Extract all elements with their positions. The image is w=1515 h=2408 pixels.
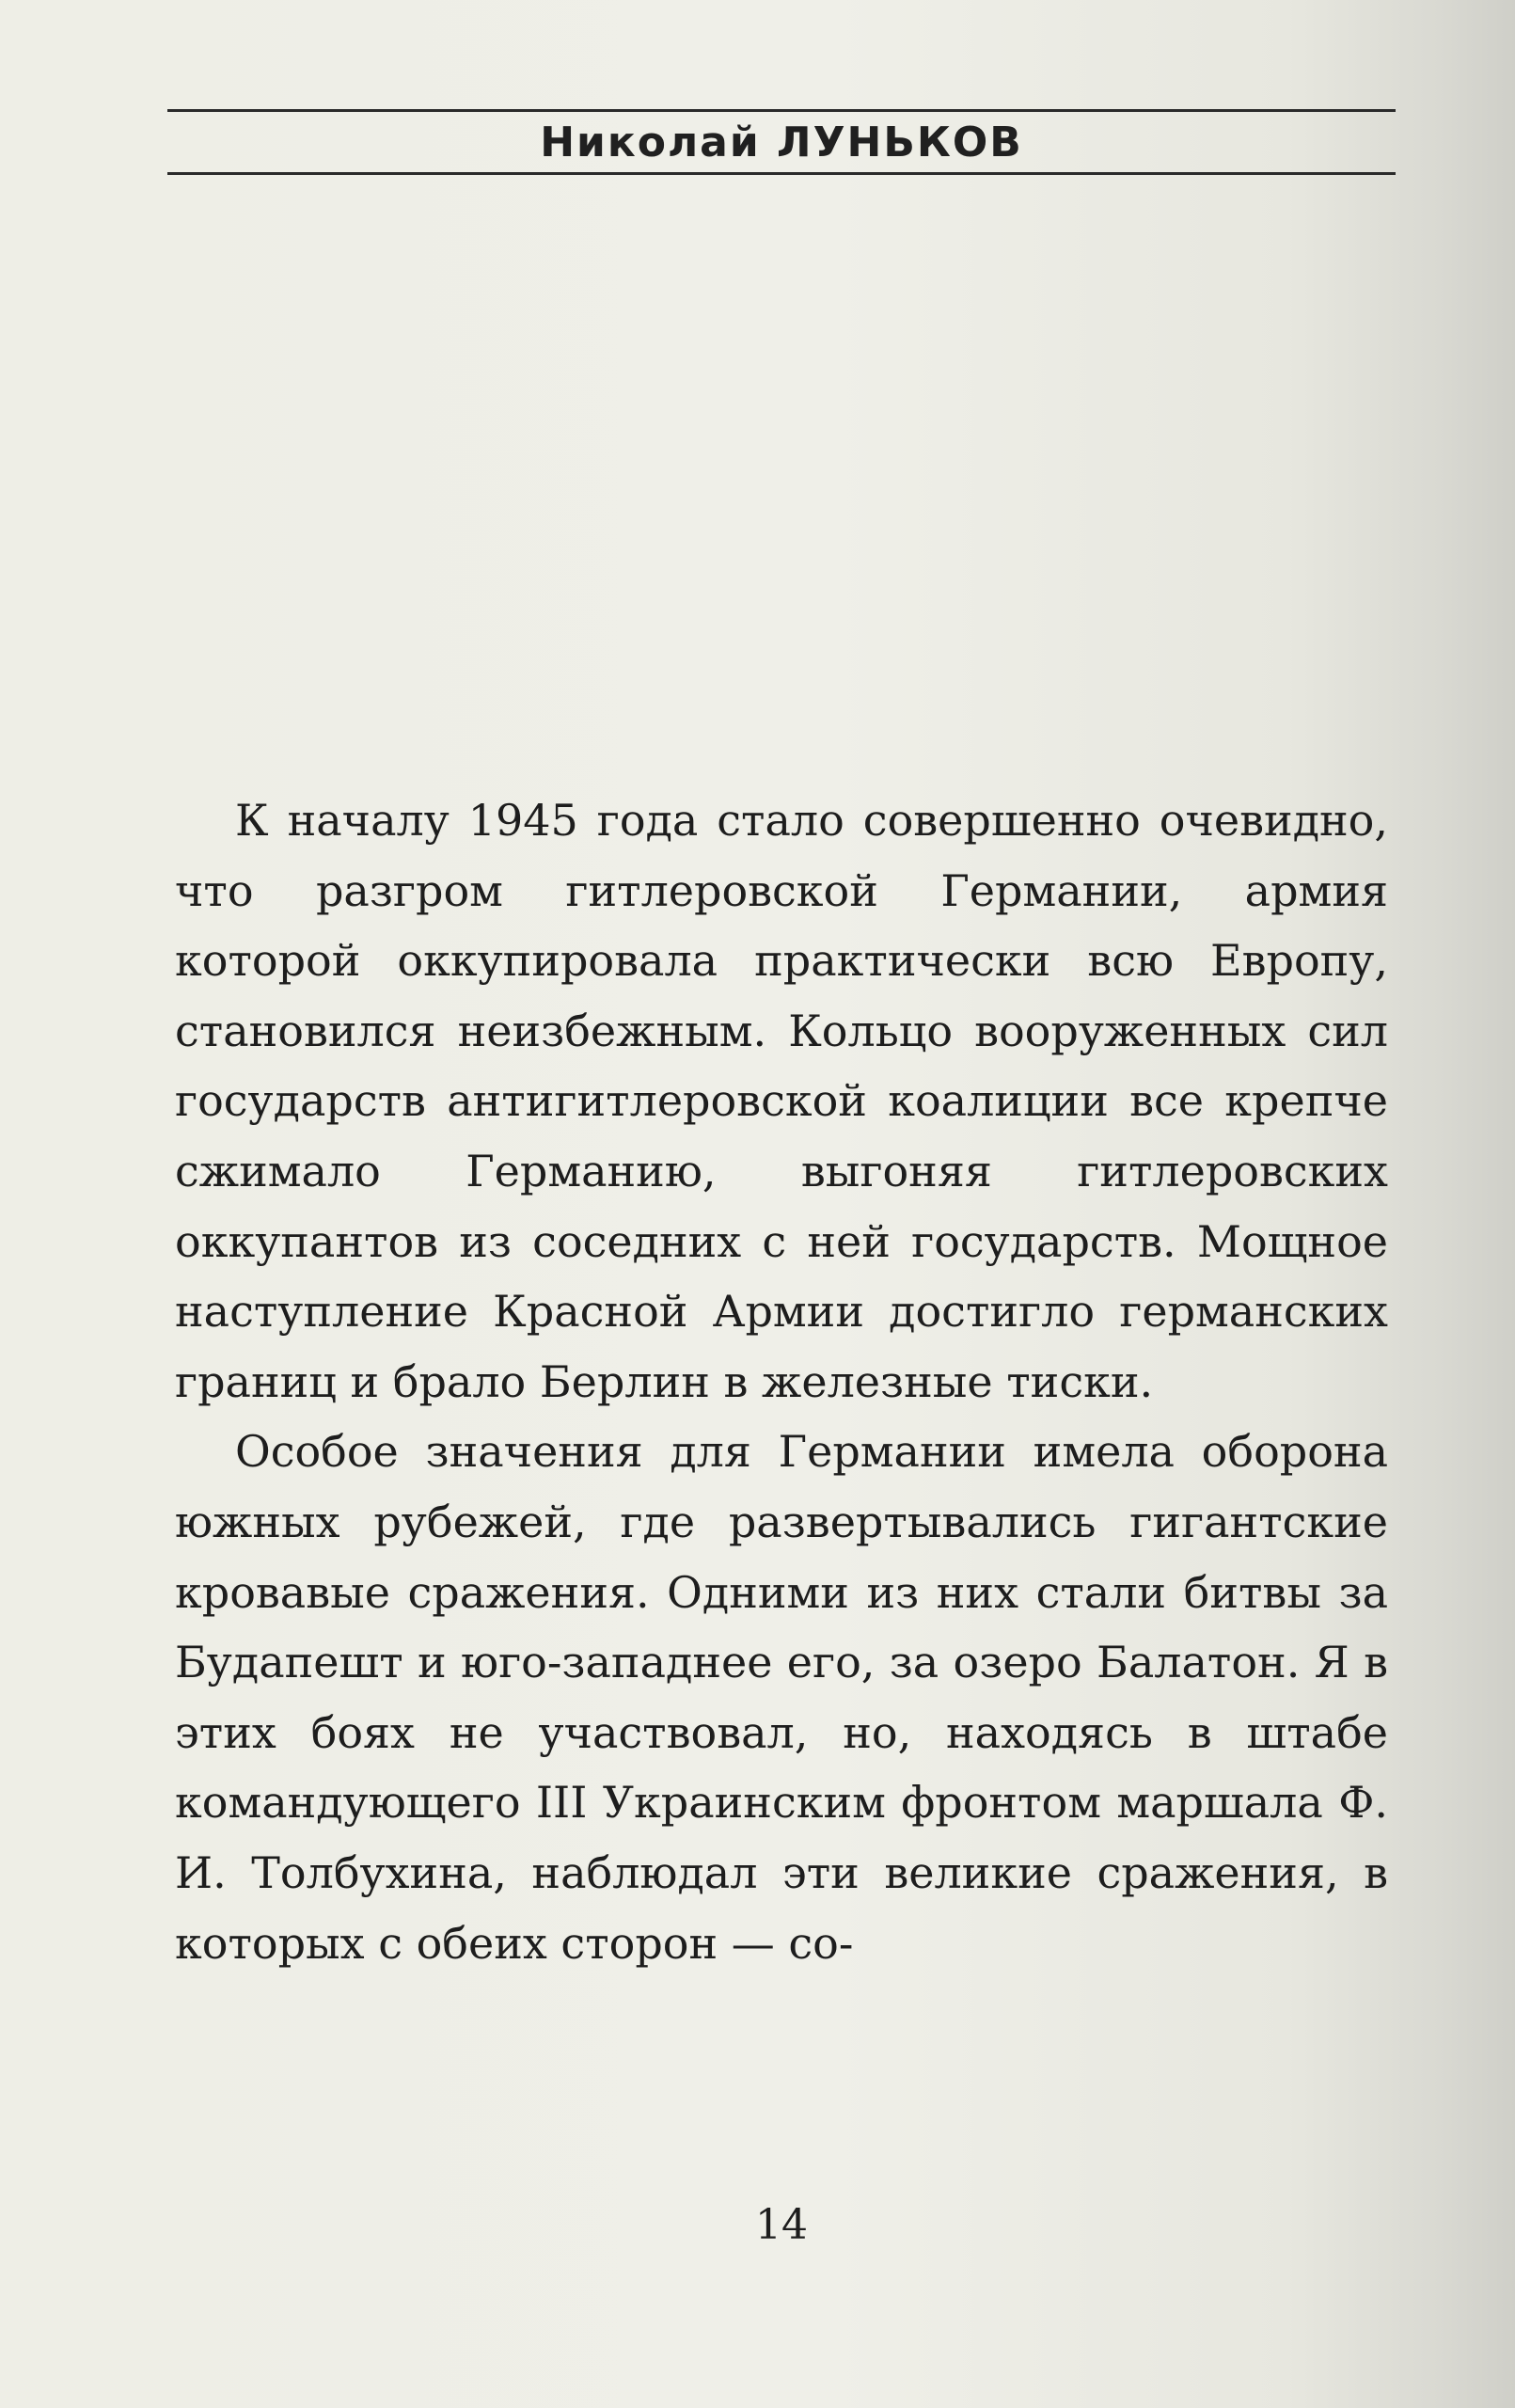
header-rule-top: [167, 109, 1396, 112]
page-number: 14: [755, 2201, 808, 2249]
running-head: [167, 117, 1396, 169]
paragraph-2: Особое значения для Германии имела оборона южных рубежей, где развертывались гигантские кровавые сражения. Одними из них стали битвы за Будапешт и юго-западнее его, за озеро Балатон. Я в этих боях не участвовал, но, находясь в штабе командующего III Украинским фронтом маршала Ф. И. Толбухина, наблюдал эти великие сражения, в которых с обеих сторон — со-: [175, 1426, 1388, 1969]
author-last-name: ЛУНЬКОВ: [777, 119, 1023, 166]
body-text: [175, 785, 1388, 1978]
header-rule-bottom: [167, 172, 1396, 175]
paragraph-1: К началу 1945 года стало совершенно очевидно, что разгром гитлеровской Германии, армия которой оккупировала практически всю Европу, становился неизбежным. Кольцо вооруженных сил государств антигитлеровской коалиции все крепче сжимало Германию, выгоняя гитлеровских оккупантов из соседних с ней государств. Мощное наступление Красной Армии достигло германских границ и брало Берлин в железные тиски.: [175, 795, 1388, 1407]
author-first-name: Николай: [540, 119, 761, 166]
